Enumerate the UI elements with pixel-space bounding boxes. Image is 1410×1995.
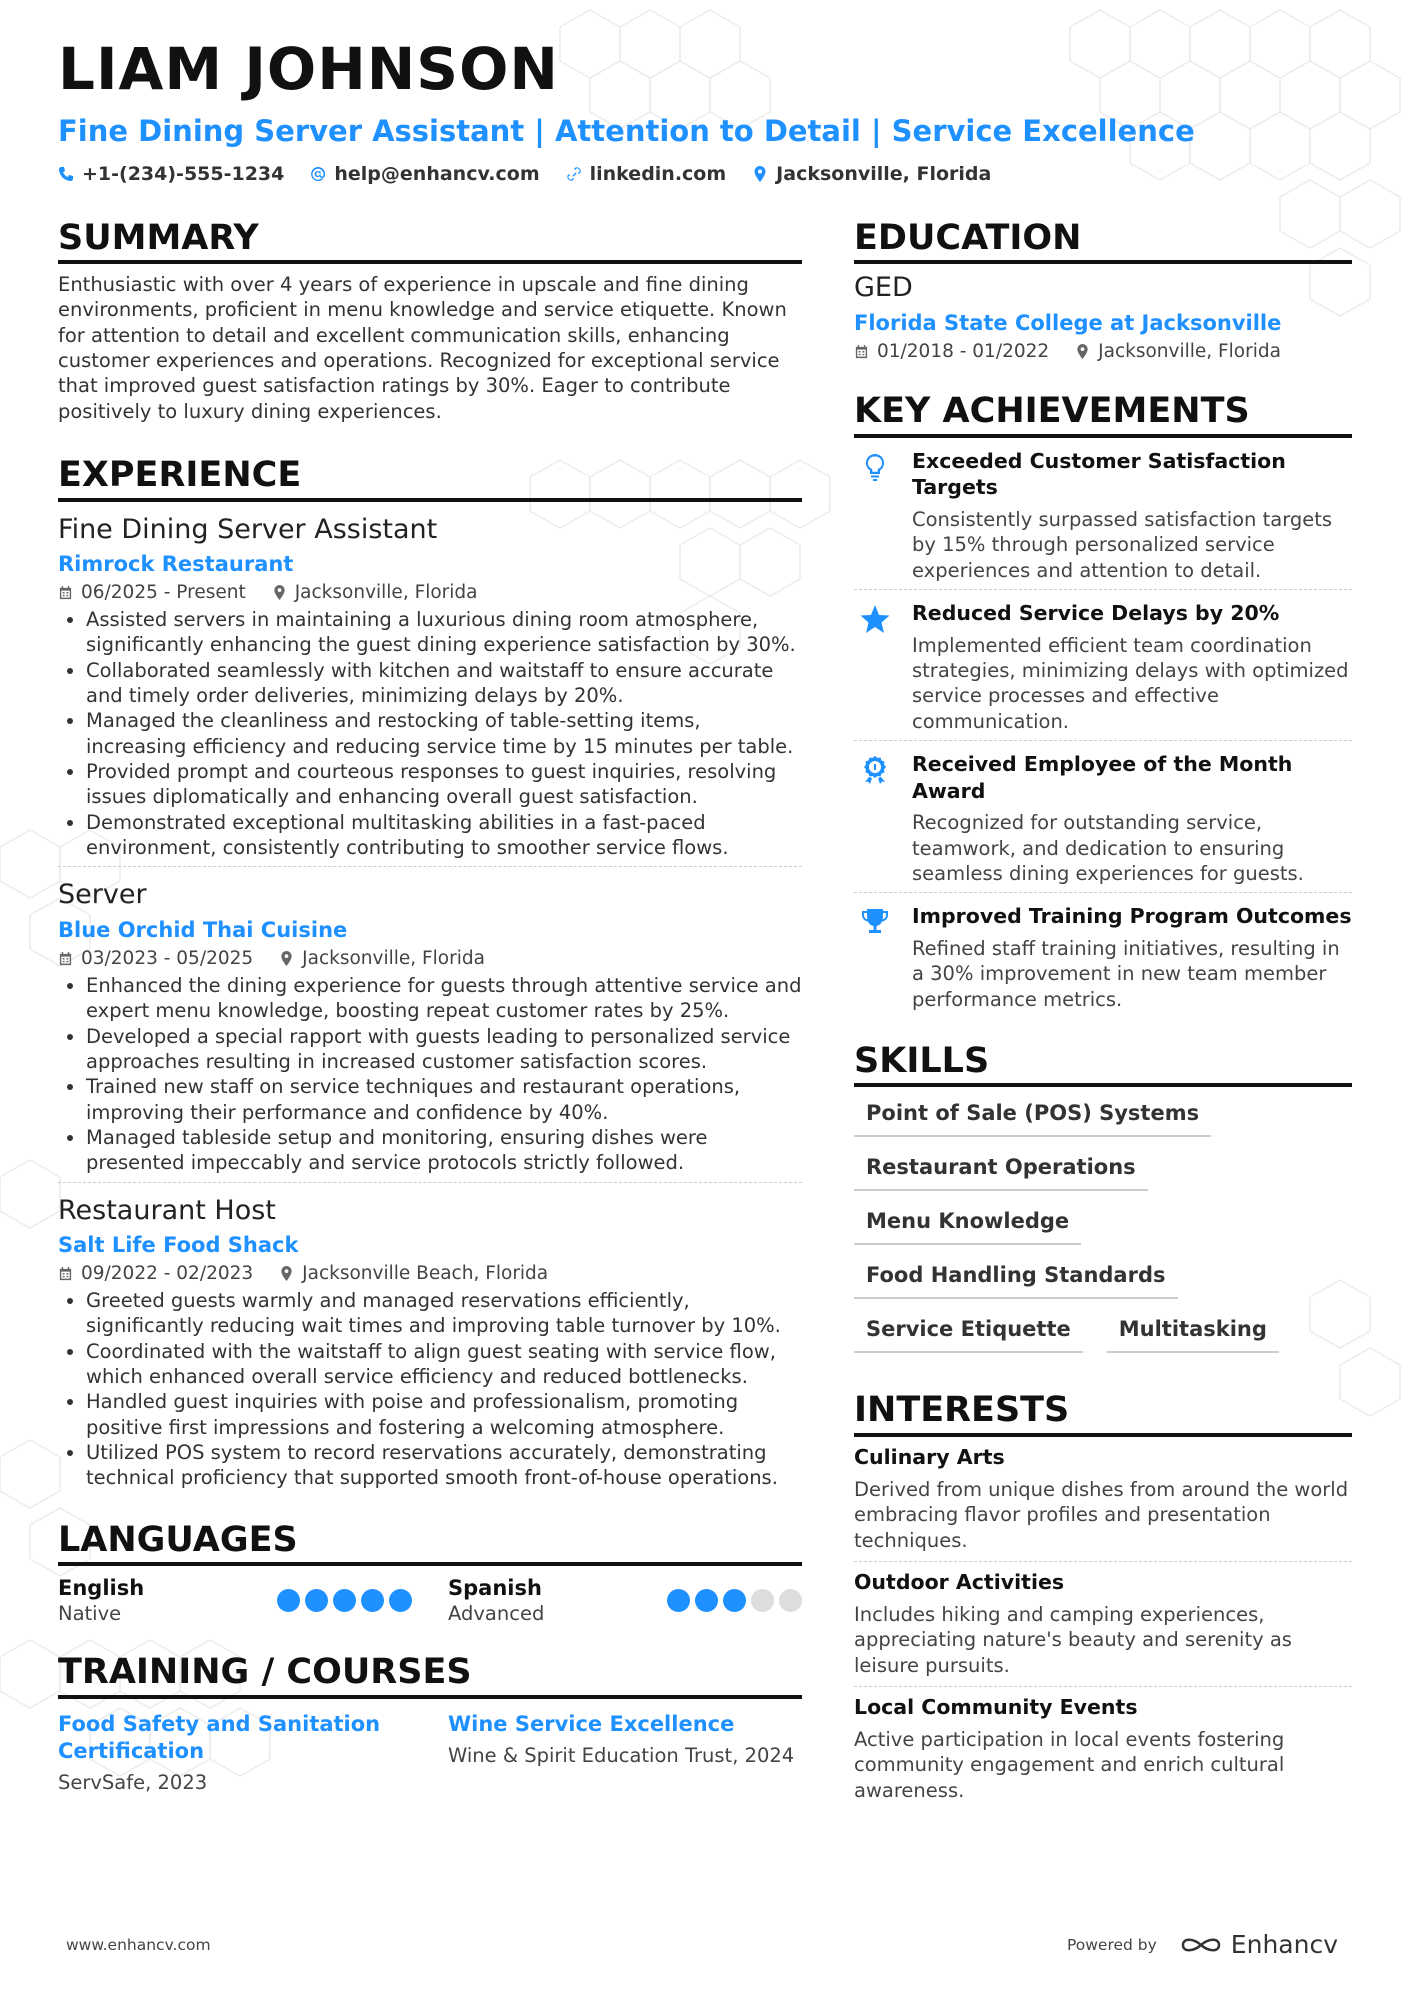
rating-dot: [277, 1589, 300, 1612]
skill-row: [854, 1209, 1352, 1245]
rating-dot: [361, 1589, 384, 1612]
skill-tag: Multitasking: [1107, 1317, 1279, 1353]
achievement-icon-wrap: [854, 903, 896, 1012]
interest-title: Local Community Events: [854, 1694, 1138, 1719]
languages-section: [58, 1521, 802, 1626]
achievement-body: [912, 903, 1352, 1012]
headline: Fine Dining Server Assistant | Attention to Detail | Service Excellence: [58, 113, 1195, 148]
rating-dot: [723, 1589, 746, 1612]
education-location-text: Jacksonville, Florida: [1098, 341, 1281, 363]
language-text: [448, 1576, 544, 1625]
course-item: [58, 1711, 412, 1795]
achievement-title: Improved Training Program Outcomes: [912, 904, 1352, 929]
course-provider: Wine & Spirit Education Trust, 2024: [448, 1744, 795, 1768]
company-name: Rimrock Restaurant: [58, 552, 294, 577]
education-school: Florida State College at Jacksonville: [854, 311, 1282, 336]
training-heading: TRAINING / COURSES: [58, 1653, 802, 1699]
rating-dot: [305, 1589, 328, 1612]
linkedin-text: linkedin.com: [589, 162, 727, 185]
interest-title: Outdoor Activities: [854, 1569, 1065, 1594]
right-column: [854, 219, 1352, 1811]
skill-row: [854, 1263, 1352, 1299]
skill-tag: Point of Sale (POS) Systems: [854, 1101, 1211, 1137]
course-item: [448, 1711, 802, 1795]
education-location: [1075, 341, 1281, 362]
job-meta: [58, 582, 802, 603]
contact-location: [752, 163, 991, 185]
experience-heading: EXPERIENCE: [58, 456, 802, 502]
rating-dot: [695, 1589, 718, 1612]
job-meta: [58, 1263, 802, 1284]
course-provider: ServSafe, 2023: [58, 1771, 208, 1795]
skill-row: [854, 1101, 1352, 1137]
language-text: [58, 1576, 144, 1625]
skill-tag: Service Etiquette: [854, 1317, 1083, 1353]
bullet-item: • Collaborated seamlessly with kitchen and waitstaff to ensure accurate and timely order deliveries, minimizing delays by 20%.: [86, 658, 802, 709]
bullet-item: • Developed a special rapport with guests leading to personalized service approaches resulting in increased customer satisfaction scores.: [86, 1024, 802, 1075]
interest-description: Includes hiking and camping experiences, appreciating nature's beauty and serenity as leisure pursuits.: [854, 1602, 1292, 1677]
language-item: [58, 1576, 412, 1625]
lightbulb-icon: [860, 452, 890, 482]
bullet-item: • Managed tableside setup and monitoring, ensuring dishes were presented impeccably and service protocols strictly followed.: [86, 1125, 802, 1176]
left-column: [58, 219, 802, 1811]
job-meta: [58, 948, 802, 969]
language-item: [448, 1576, 802, 1625]
job-bullets: [58, 607, 802, 860]
contact-phone[interactable]: [58, 163, 284, 185]
course-title: Food Safety and Sanitation Certification: [58, 1711, 381, 1764]
experience-section: [58, 456, 802, 1497]
interests-section: [854, 1391, 1352, 1811]
location-pin-icon: [279, 951, 294, 966]
bullet-item: • Trained new staff on service techniques and restaurant operations, improving their performance and confidence by 40%.: [86, 1074, 802, 1125]
at-sign-icon: [310, 166, 326, 182]
contact-bar: [58, 163, 1352, 185]
enhancv-logo-icon: [1179, 1933, 1223, 1957]
bullet-item: • Assisted servers in maintaining a luxurious dining room atmosphere, significantly enhancing the guest dining experience satisfaction by 30%.: [86, 607, 802, 658]
summary-section: [58, 219, 802, 425]
bullet-item: • Managed the cleanliness and restocking of table-setting items, increasing efficiency and reducing service time by 15 minutes per table.: [86, 708, 802, 759]
education-meta: [854, 341, 1352, 362]
trophy-icon: [860, 907, 890, 937]
page-footer: [66, 1930, 1338, 1959]
job-dates-text: 06/2025 - Present: [81, 582, 246, 604]
phone-text: +1-(234)-555-1234: [82, 162, 285, 185]
achievement-body: [912, 751, 1352, 886]
skill-row: [854, 1155, 1352, 1191]
proficiency-rating: [277, 1589, 412, 1612]
language-name: Spanish: [448, 1576, 542, 1601]
achievement-body: [912, 600, 1352, 734]
job-bullets: [58, 1288, 802, 1491]
achievement-title: Received Employee of the Month Award: [912, 751, 1293, 803]
education-heading: EDUCATION: [854, 219, 1352, 265]
job-location-text: Jacksonville, Florida: [294, 582, 478, 604]
calendar-icon: [58, 585, 73, 600]
skills-heading: SKILLS: [854, 1042, 1352, 1088]
achievement-item: [854, 438, 1352, 590]
job-location: [279, 948, 485, 969]
company-name: Salt Life Food Shack: [58, 1233, 299, 1258]
bullet-item: • Provided prompt and courteous responses to guest inquiries, resolving issues diplomatically and enhancing overall guest satisfaction.: [86, 759, 802, 810]
skills-section: [854, 1042, 1352, 1354]
bullet-item: • Coordinated with the waitstaff to align guest seating with service flow, which enhanced overall service efficiency and reduced bottlenecks.: [86, 1339, 802, 1390]
bullet-item: • Demonstrated exceptional multitasking abilities in a fast-paced environment, consistently contributing to smoother service flows.: [86, 810, 802, 861]
location-pin-icon: [279, 1266, 294, 1281]
rating-dot: [389, 1589, 412, 1612]
location-pin-icon: [1075, 344, 1090, 359]
achievement-icon-wrap: [854, 448, 896, 583]
achievement-item: [854, 893, 1352, 1018]
job-title: Restaurant Host: [58, 1194, 276, 1226]
skill-tag: Food Handling Standards: [854, 1263, 1178, 1299]
skill-row: [854, 1317, 1352, 1353]
experience-entry: [58, 514, 802, 868]
location-text: Jacksonville, Florida: [776, 162, 992, 185]
experience-entry: [58, 879, 802, 1182]
star-icon: [860, 604, 890, 634]
rating-dot: [667, 1589, 690, 1612]
location-pin-icon: [752, 166, 768, 182]
calendar-icon: [58, 951, 73, 966]
achievement-title: Reduced Service Delays by 20%: [912, 600, 1280, 625]
summary-heading: SUMMARY: [58, 219, 802, 265]
job-location: [272, 582, 478, 603]
summary-text: Enthusiastic with over 4 years of experience in upscale and fine dining environments, proficient in menu knowledge and service etiquette. Known for attention to detail and excellent communication skills, enhancing customer experiences and operations. Recognized for exceptional service that improved guest satisfaction ratings by 30%. Eager to contribute positively to luxury dining experiences.: [58, 273, 787, 423]
bullet-item: • Utilized POS system to record reservations accurately, demonstrating technical proficiency that supported smooth front-of-house operations.: [86, 1440, 802, 1491]
calendar-icon: [854, 344, 869, 359]
rating-dot: [751, 1589, 774, 1612]
interest-item: [854, 1437, 1352, 1562]
contact-email[interactable]: [310, 163, 539, 185]
achievements-section: [854, 392, 1352, 1018]
footer-website[interactable]: www.enhancv.com: [66, 1935, 211, 1954]
job-title: Fine Dining Server Assistant: [58, 513, 438, 545]
achievement-icon-wrap: [854, 600, 896, 734]
course-title: Wine Service Excellence: [448, 1711, 735, 1736]
bullet-item: • Handled guest inquiries with poise and professionalism, promoting positive first impressions and fostering a welcoming atmosphere.: [86, 1389, 802, 1440]
rating-dot: [333, 1589, 356, 1612]
award-ribbon-icon: [860, 755, 890, 785]
achievement-item: [854, 590, 1352, 741]
achievement-body: [912, 448, 1352, 583]
powered-by-label: Powered by: [1066, 1935, 1157, 1954]
education-dates-text: 01/2018 - 01/2022: [877, 341, 1050, 363]
link-icon: [566, 166, 582, 182]
achievements-heading: KEY ACHIEVEMENTS: [854, 392, 1352, 438]
achievement-icon-wrap: [854, 751, 896, 886]
proficiency-rating: [667, 1589, 802, 1612]
brand-logo[interactable]: [1179, 1930, 1338, 1959]
interest-item: [854, 1562, 1352, 1687]
job-location: [279, 1263, 548, 1284]
education-dates: [854, 341, 1049, 362]
brand-name: Enhancv: [1230, 1930, 1338, 1959]
language-level: Native: [58, 1602, 122, 1626]
education-section: [854, 219, 1352, 363]
email-text: help@enhancv.com: [334, 162, 540, 185]
achievement-description: Recognized for outstanding service, teamwork, and dedication to ensuring seamless dining experiences for guests.: [912, 811, 1304, 885]
phone-icon: [58, 166, 74, 182]
bullet-item: • Greeted guests warmly and managed reservations efficiently, significantly reducing wait times and improving table turnover by 10%.: [86, 1288, 802, 1339]
job-title: Server: [58, 879, 147, 911]
job-dates: [58, 582, 246, 603]
job-dates: [58, 948, 253, 969]
calendar-icon: [58, 1266, 73, 1281]
interest-item: [854, 1687, 1352, 1811]
job-dates-text: 09/2022 - 02/2023: [81, 1263, 254, 1285]
interest-description: Derived from unique dishes from around the world embracing flavor profiles and presentation techniques.: [854, 1477, 1349, 1552]
job-bullets: [58, 973, 802, 1176]
language-level: Advanced: [448, 1602, 545, 1626]
interests-heading: INTERESTS: [854, 1391, 1352, 1437]
job-location-text: Jacksonville, Florida: [302, 947, 485, 969]
achievement-description: Consistently surpassed satisfaction targets by 15% through personalized service experiences and attention to detail.: [912, 507, 1333, 582]
interest-title: Culinary Arts: [854, 1444, 1005, 1469]
training-section: [58, 1653, 802, 1794]
rating-dot: [779, 1589, 802, 1612]
experience-entry: [58, 1195, 802, 1497]
achievement-description: Implemented efficient team coordination strategies, minimizing delays with optimized service processes and effective communication.: [912, 633, 1349, 733]
achievement-title: Exceeded Customer Satisfaction Targets: [912, 448, 1286, 500]
job-dates-text: 03/2023 - 05/2025: [81, 947, 254, 969]
company-name: Blue Orchid Thai Cuisine: [58, 917, 348, 942]
job-location-text: Jacksonville Beach, Florida: [302, 1263, 549, 1285]
job-dates: [58, 1263, 253, 1284]
bullet-item: • Enhanced the dining experience for guests through attentive service and expert menu knowledge, boosting repeat customer rates by 25%.: [86, 973, 802, 1024]
language-name: English: [58, 1576, 145, 1601]
contact-linkedin[interactable]: [566, 163, 727, 185]
location-pin-icon: [272, 585, 287, 600]
achievement-item: [854, 741, 1352, 893]
languages-heading: LANGUAGES: [58, 1521, 802, 1567]
candidate-name: LIAM JOHNSON: [58, 35, 559, 103]
skill-tag: Restaurant Operations: [854, 1155, 1148, 1191]
interest-description: Active participation in local events fostering community engagement and enrich cultural awareness.: [854, 1727, 1285, 1802]
skill-tag: Menu Knowledge: [854, 1209, 1081, 1245]
powered-by: [1067, 1930, 1338, 1959]
education-degree: GED: [854, 272, 913, 304]
achievement-description: Refined staff training initiatives, resulting in a 30% improvement in new team member performance metrics.: [912, 936, 1340, 1011]
